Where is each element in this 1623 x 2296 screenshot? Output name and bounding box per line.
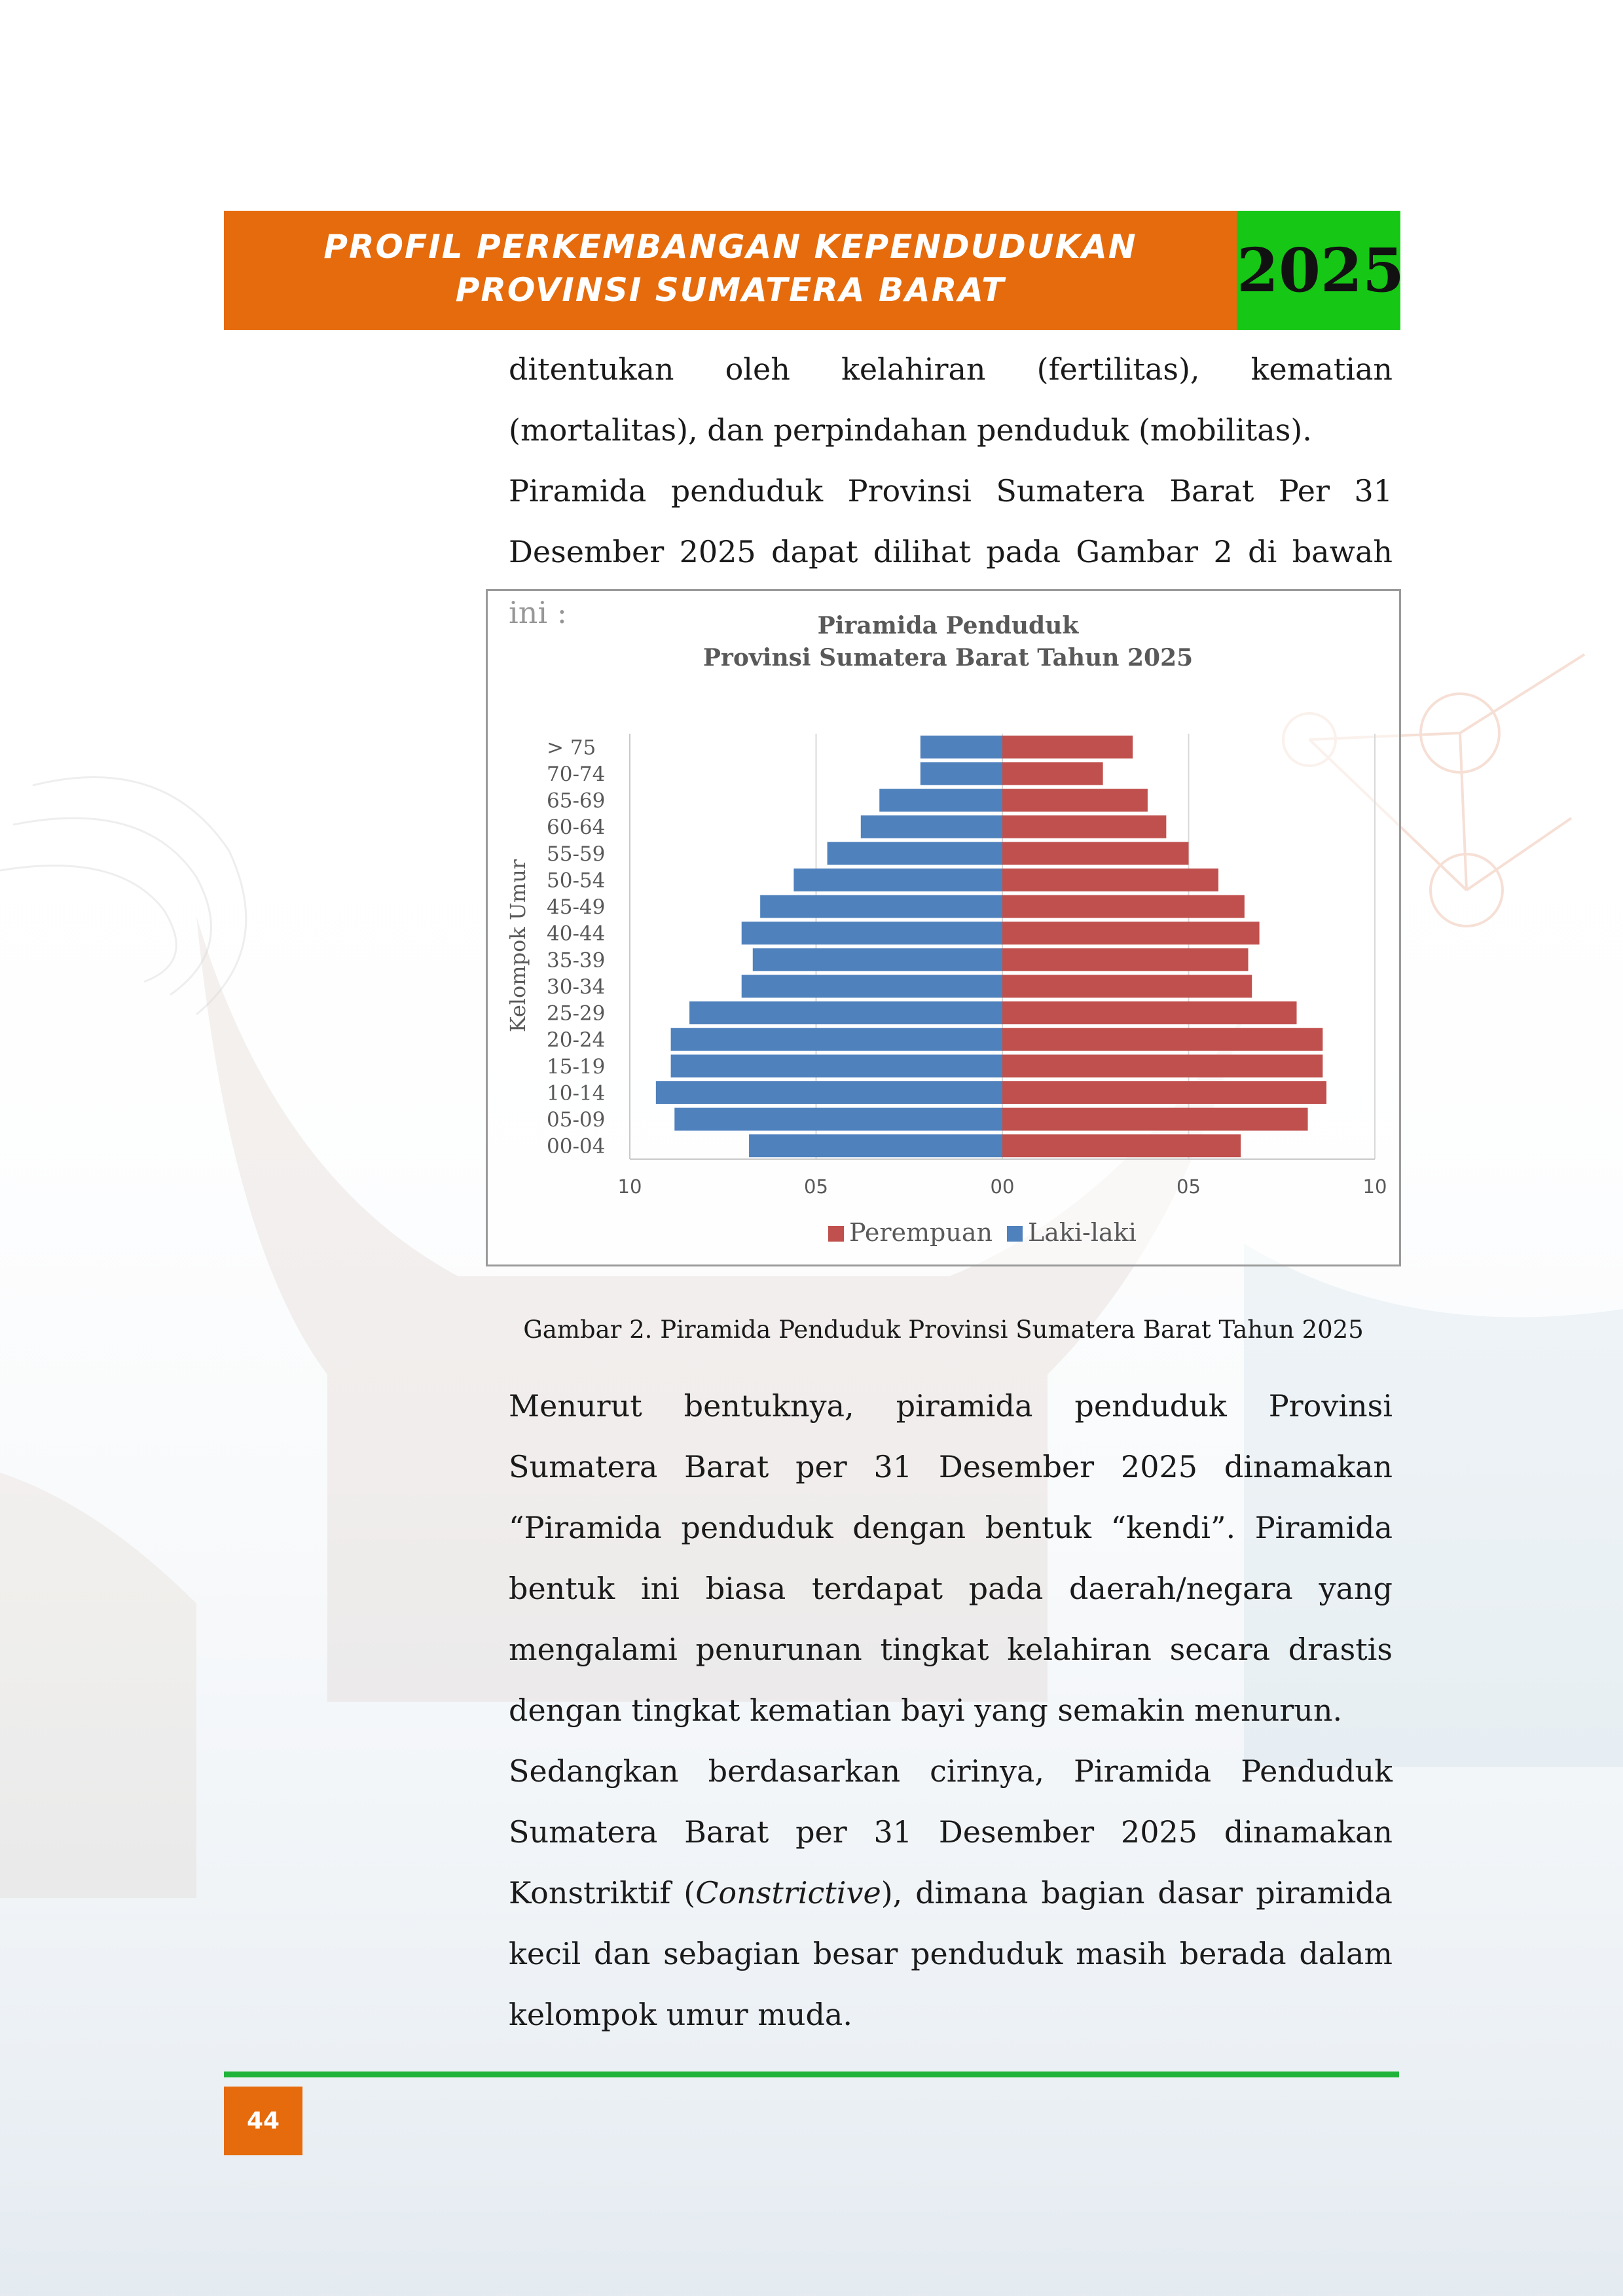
bar-laki-laki-75 [921, 736, 1002, 759]
legend-swatch [828, 1226, 844, 1242]
intro-paragraph-2-line1: Piramida penduduk Provinsi Sumatera Barat Per 31 [509, 473, 1393, 509]
body-paragraph-2-a: Sedangkan berdasarkan cirinya, Piramida Penduduk Sumatera Barat per 31 Desember 2025 dinamakan Konstriktif ( [509, 1753, 1393, 1910]
category-label: 20-24 [547, 1028, 606, 1052]
legend-swatch [1007, 1226, 1023, 1242]
chart-title: Piramida Penduduk [817, 612, 1079, 639]
body-paragraph-2-italic: Constrictive [695, 1875, 881, 1910]
population-pyramid-chart [486, 589, 1401, 1266]
header-title-line2: PROVINSI SUMATERA BARAT [455, 271, 1006, 309]
bar-laki-laki-2529 [689, 1001, 1002, 1024]
body-paragraph-2-b: ), dimana bagian dasar piramida kecil dan sebagian besar penduduk masih berada dalam kelompok umur muda. [509, 1875, 1393, 2032]
category-label: > 75 [547, 736, 596, 760]
intro-paragraph-1: ditentukan oleh kelahiran (fertilitas), kematian (mortalitas), dan perpindahan penduduk (mobilitas). [509, 351, 1393, 448]
x-tick-labels [618, 1175, 1387, 1198]
bar-laki-laki-5559 [828, 842, 1002, 865]
category-label: 10-14 [547, 1081, 606, 1105]
bar-perempuan-2024 [1002, 1028, 1322, 1051]
bar-perempuan-3034 [1002, 975, 1252, 997]
category-label: 35-39 [547, 948, 606, 973]
x-tick-label: 10 [1362, 1175, 1387, 1198]
bar-laki-laki-2024 [671, 1028, 1002, 1051]
bar-perempuan-5559 [1002, 842, 1189, 865]
bar-laki-laki-4549 [760, 895, 1002, 918]
bar-perempuan-75 [1002, 736, 1133, 759]
bar-laki-laki-1519 [671, 1054, 1002, 1077]
bar-laki-laki-3034 [742, 975, 1002, 997]
category-label: 70-74 [547, 762, 606, 786]
bar-perempuan-5054 [1002, 869, 1218, 891]
bar-perempuan-4044 [1002, 922, 1260, 944]
header-year: 2025 [1237, 235, 1405, 306]
category-label: 00-04 [547, 1134, 606, 1158]
category-label: 30-34 [547, 975, 606, 999]
x-tick-label: 05 [1176, 1175, 1201, 1198]
bar-perempuan-1519 [1002, 1054, 1322, 1077]
pyramid-svg [488, 591, 1399, 1265]
body-paragraph-2 [509, 1741, 1393, 2045]
bar-perempuan-7074 [1002, 762, 1103, 785]
category-label: 60-64 [547, 816, 606, 840]
footer-divider [224, 2072, 1399, 2077]
bar-laki-laki-0004 [749, 1134, 1002, 1157]
page-number: 44 [224, 2087, 302, 2155]
y-axis-label: Kelompok Umur [505, 859, 530, 1033]
bar-perempuan-2529 [1002, 1001, 1297, 1024]
bar-perempuan-0004 [1002, 1134, 1241, 1157]
chart-bars [656, 736, 1326, 1157]
bar-perempuan-4549 [1002, 895, 1245, 918]
bar-perempuan-6064 [1002, 816, 1166, 838]
header-title-line1: PROFIL PERKEMBANGAN KEPENDUDUKAN [323, 228, 1137, 266]
bar-laki-laki-4044 [742, 922, 1002, 944]
bar-laki-laki-1014 [656, 1081, 1002, 1104]
bar-laki-laki-6064 [861, 816, 1002, 838]
bar-laki-laki-7074 [921, 762, 1002, 785]
category-labels [547, 736, 605, 1158]
category-label: 45-49 [547, 895, 606, 920]
header-year-badge [1237, 211, 1405, 330]
legend-label: Laki-laki [1027, 1218, 1137, 1247]
category-label: 05-09 [547, 1108, 606, 1132]
bar-perempuan-0509 [1002, 1108, 1308, 1131]
x-tick-label: 05 [804, 1175, 828, 1198]
category-label: 25-29 [547, 1001, 606, 1026]
bar-perempuan-6569 [1002, 789, 1148, 812]
chart-subtitle: Provinsi Sumatera Barat Tahun 2025 [702, 644, 1194, 672]
chart-legend [828, 1218, 1137, 1247]
bar-perempuan-1014 [1002, 1081, 1326, 1104]
body-paragraph-1: Menurut bentuknya, piramida penduduk Provinsi Sumatera Barat per 31 Desember 2025 dinamakan “Piramida penduduk dengan bentuk “kendi”. Piramida bentuk ini biasa terdapat pada daerah/negara yang mengalami penurunan tingkat kelahiran secara drastis dengan tingkat kematian bayi yang semakin menurun. [509, 1388, 1393, 1728]
intro-paragraph-2-line2: Desember 2025 dapat dilihat pada Gambar 2 di bawah [509, 534, 1393, 569]
bar-laki-laki-6569 [879, 789, 1002, 812]
legend-label: Perempuan [849, 1218, 993, 1247]
category-label: 55-59 [547, 842, 606, 866]
category-label: 40-44 [547, 922, 606, 946]
category-label: 15-19 [547, 1054, 606, 1079]
category-label: 65-69 [547, 789, 606, 813]
bar-laki-laki-0509 [674, 1108, 1002, 1131]
bar-perempuan-3539 [1002, 948, 1249, 971]
header-banner [224, 211, 1237, 330]
header-title [224, 225, 1237, 312]
body-text [509, 1376, 1393, 2045]
x-tick-label: 00 [990, 1175, 1015, 1198]
figure-caption: Gambar 2. Piramida Penduduk Provinsi Sumatera Barat Tahun 2025 [523, 1316, 1364, 1344]
bar-laki-laki-5054 [793, 869, 1002, 891]
x-tick-label: 10 [617, 1175, 642, 1198]
bar-laki-laki-3539 [753, 948, 1002, 971]
category-label: 50-54 [547, 869, 606, 893]
